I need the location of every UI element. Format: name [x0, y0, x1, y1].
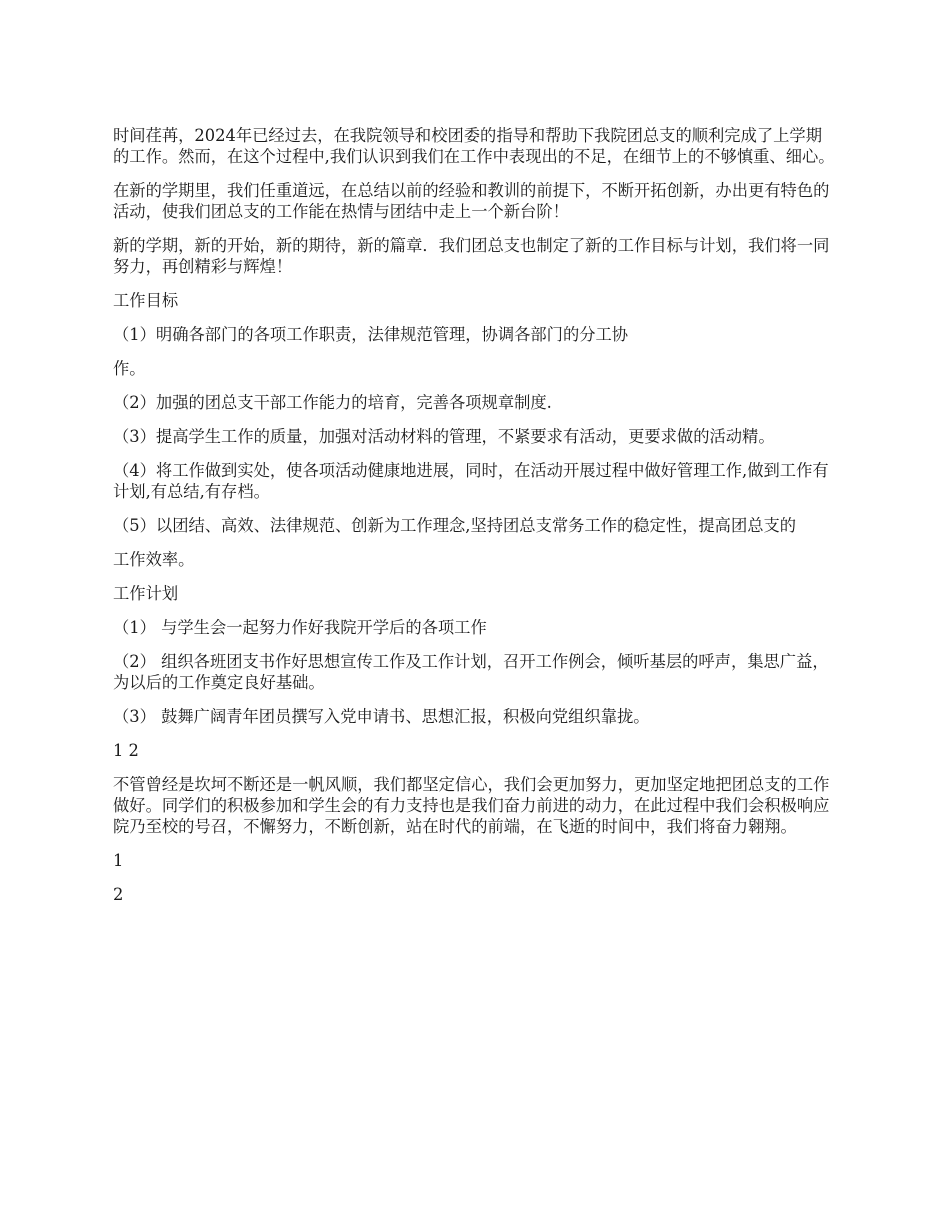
section-heading-plan: 工作计划 [113, 584, 179, 603]
goal-item-4: （4）将工作做到实处，使各项活动健康地进展，同时，在活动开展过程中做好管理工作,做到工作有计划,有总结,有存档。 [113, 461, 829, 501]
goal-item-3: （3）提高学生工作的质量，加强对活动材料的管理，不紧要求有活动，更要求做的活动精。 [113, 427, 775, 446]
section-heading-goals: 工作目标 [113, 291, 179, 310]
goal-item-5-continued: 工作效率。 [113, 550, 195, 569]
goal-item-1: （1）明确各部门的各项工作职责，法律规范管理，协调各部门的分工协 [113, 325, 629, 344]
plan-item-2: （2） 组织各班团支书作好思想宣传工作及工作计划，召开工作例会，倾听基层的呼声，集思广益，为以后的工作奠定良好基础。 [113, 652, 829, 692]
paragraph-conclusion: 不管曾经是坎坷不断还是一帆风顺，我们都坚定信心，我们会更加努力，更加坚定地把团总支的工作做好。同学们的积极参加和学生会的有力支持也是我们奋力前进的动力，在此过程中我们会积极响应院乃至校的号召，不懈努力，不断创新，站在时代的前端，在飞逝的时间中，我们将奋力翱翔。 [113, 775, 830, 836]
paragraph-new-semester: 在新的学期里，我们任重道远，在总结以前的经验和教训的前提下，不断开拓创新，办出更有特色的活动，使我们团总支的工作能在热情与团结中走上一个新台阶！ [113, 181, 830, 221]
paragraph-new-goals: 新的学期，新的开始，新的期待，新的篇章．我们团总支也制定了新的工作目标与计划，我们将一同努力，再创精彩与辉煌！ [113, 236, 830, 276]
page-number-1: 1 [113, 851, 124, 870]
plan-item-1: （1） 与学生会一起努力作好我院开学后的各项工作 [113, 618, 487, 637]
goal-item-5: （5）以团结、高效、法律规范、创新为工作理念,坚持团总支常务工作的稳定性，提高团总支的 [113, 516, 797, 535]
page-marker-1-2: 1 2 [113, 741, 139, 760]
plan-item-3: （3） 鼓舞广阔青年团员撰写入党申请书、思想汇报，积极向党组织靠拢。 [113, 707, 650, 726]
document-body [113, 125, 837, 918]
goal-item-1-continued: 作。 [113, 359, 146, 378]
page-number-2: 2 [113, 885, 124, 904]
paragraph-intro: 时间荏苒，2024年已经过去，在我院领导和校团委的指导和帮助下我院团总支的顺利完成了上学期的工作。然而，在这个过程中,我们认识到我们在工作中表现出的不足，在细节上的不够慎重、细心。 [113, 126, 835, 166]
goal-item-2: （2）加强的团总支干部工作能力的培育，完善各项规章制度. [113, 393, 552, 412]
